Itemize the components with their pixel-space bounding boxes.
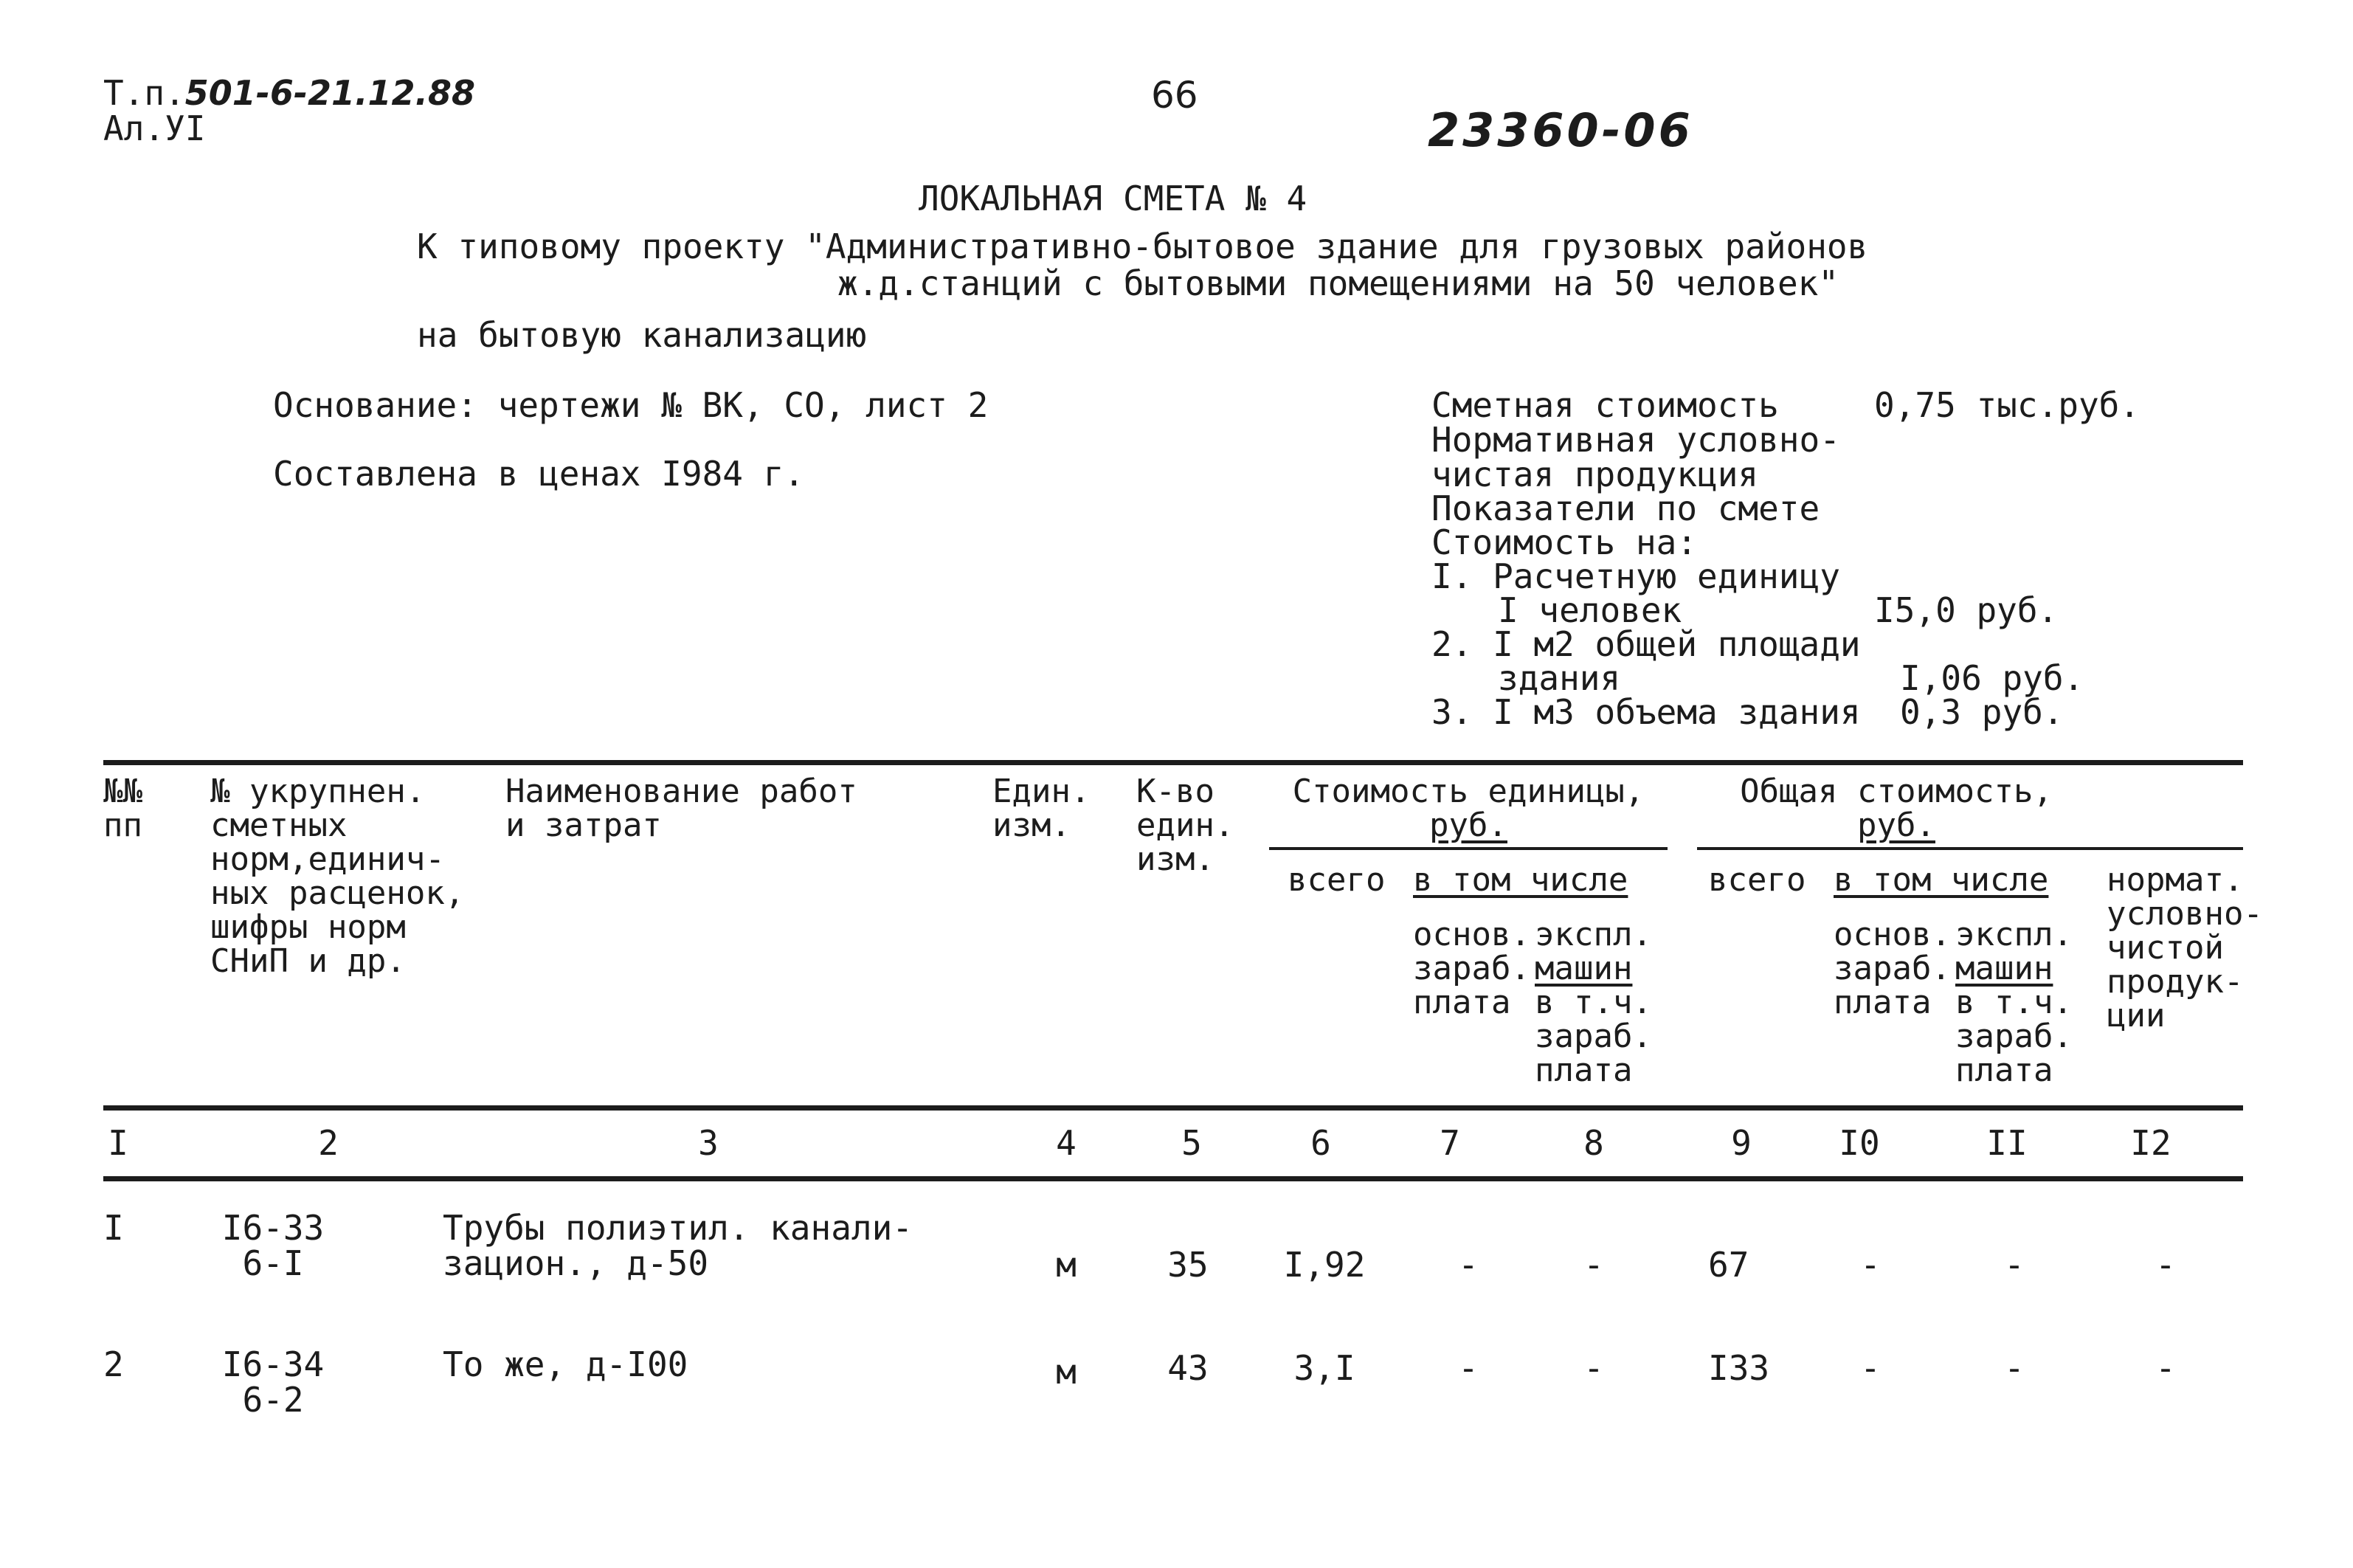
header-work-name: Наименование работ и затрат bbox=[505, 773, 857, 844]
indicator-3-value: 0,3 руб. bbox=[1900, 692, 2064, 732]
row-work-name: То же, д-I00 bbox=[443, 1344, 688, 1384]
column-numbers-rule bbox=[103, 1176, 2243, 1181]
col-number-12: I2 bbox=[2130, 1123, 2171, 1163]
project-prefix: Т.п. bbox=[103, 73, 185, 113]
header-unit-total: всего bbox=[1288, 861, 1386, 899]
indicator-1-value: I5,0 руб. bbox=[1874, 590, 2059, 630]
indicator-2-sublabel: здания bbox=[1498, 658, 1621, 698]
row-total-wages: - bbox=[1860, 1348, 1881, 1388]
row-quantity: 43 bbox=[1167, 1348, 1209, 1388]
indicator-1-label: I. Расчетную единицу bbox=[1431, 556, 1840, 596]
header-unit-wages: основ. зараб. плата bbox=[1413, 916, 1530, 1021]
header-total-cost: Общая стоимость, руб. bbox=[1740, 773, 2053, 844]
row-total-machines: - bbox=[2004, 1245, 2025, 1285]
basis-text: Основание: чертежи № ВК, СО, лист 2 bbox=[273, 385, 989, 425]
row-total: I33 bbox=[1708, 1348, 1770, 1388]
header-total-incl: в том числе bbox=[1834, 861, 2049, 899]
col-number-2: 2 bbox=[318, 1123, 339, 1163]
row-total-machines: - bbox=[2004, 1348, 2025, 1388]
col-number-9: 9 bbox=[1731, 1123, 1752, 1163]
header-total-total: всего bbox=[1708, 861, 1806, 899]
row-total-wages: - bbox=[1860, 1245, 1881, 1285]
row-norm-product: - bbox=[2155, 1245, 2176, 1285]
project-line-2: ж.д.станций с бытовыми помещениями на 50 человек" bbox=[837, 263, 1839, 303]
header-norm-product: нормат. условно- чистой продук- ции bbox=[2107, 861, 2263, 1035]
col-number-7: 7 bbox=[1440, 1123, 1460, 1163]
header-quantity: К-во един. изм. bbox=[1136, 773, 1234, 878]
project-number: 501-6-21.12.88 bbox=[184, 73, 475, 113]
row-norm-product: - bbox=[2155, 1348, 2176, 1388]
row-total: 67 bbox=[1708, 1245, 1749, 1285]
header-norms: № укрупнен. сметных норм,единич- ных расценок, шифры норм СНиП и др. bbox=[210, 773, 465, 980]
header-unit: Един. изм. bbox=[992, 773, 1091, 844]
indicator-2-value: I,06 руб. bbox=[1900, 658, 2084, 698]
row-unit-wages: - bbox=[1458, 1245, 1479, 1285]
header-unit-cost: Стоимость единицы, руб. bbox=[1292, 773, 1645, 844]
row-work-name: Трубы полиэтил. канали- зацион., д-50 bbox=[443, 1208, 913, 1283]
indicator-1-sublabel: I человек bbox=[1498, 590, 1682, 630]
row-unit-total: I,92 bbox=[1283, 1245, 1366, 1285]
norm-product-label-2: чистая продукция bbox=[1431, 455, 1759, 494]
row-unit: м bbox=[1056, 1245, 1077, 1285]
indicators-label: Показатели по смете bbox=[1431, 488, 1820, 528]
project-line-1: К типовому проекту "Административно-бытовое здание для грузовых районов bbox=[417, 227, 1868, 266]
table-top-rule bbox=[103, 760, 2243, 765]
indicator-3-label: 3. I м3 объема здания bbox=[1431, 692, 1861, 732]
header-num: №№ пп bbox=[103, 773, 142, 844]
row-unit-machines: - bbox=[1583, 1245, 1604, 1285]
col-number-6: 6 bbox=[1310, 1123, 1331, 1163]
row-norm-code: I6-33 6-I bbox=[221, 1208, 325, 1283]
col-number-5: 5 bbox=[1181, 1123, 1202, 1163]
total-cost-group-rule bbox=[1697, 847, 2243, 850]
header-total-wages: основ. зараб. плата bbox=[1834, 916, 1951, 1021]
header-bottom-rule bbox=[103, 1105, 2243, 1111]
indicator-2-label: 2. I м2 общей площади bbox=[1431, 624, 1861, 664]
row-num: I bbox=[103, 1208, 124, 1248]
header-unit-incl: в том числе bbox=[1413, 861, 1628, 899]
estimated-cost-value: 0,75 тыс.руб. bbox=[1874, 385, 2140, 425]
row-unit-wages: - bbox=[1458, 1348, 1479, 1388]
col-number-4: 4 bbox=[1056, 1123, 1077, 1163]
norm-product-label-1: Нормативная условно- bbox=[1431, 420, 1840, 460]
row-num: 2 bbox=[103, 1344, 124, 1384]
cost-per-label: Стоимость на: bbox=[1431, 522, 1698, 562]
col-number-11: II bbox=[1986, 1123, 2028, 1163]
col-number-1: I bbox=[108, 1123, 128, 1163]
col-number-3: 3 bbox=[698, 1123, 719, 1163]
album-label: Ал.УI bbox=[103, 108, 206, 148]
price-level-text: Составлена в ценах I984 г. bbox=[273, 454, 805, 494]
project-reference bbox=[103, 75, 475, 111]
header-unit-machines: экспл. машин в т.ч. зараб. плата bbox=[1535, 916, 1652, 1089]
header-total-machines: экспл. машин в т.ч. зараб. плата bbox=[1955, 916, 2073, 1089]
document-code: 23360-06 bbox=[1428, 103, 1693, 157]
row-unit: м bbox=[1056, 1352, 1077, 1392]
row-norm-code: I6-34 6-2 bbox=[221, 1344, 325, 1420]
col-number-10: I0 bbox=[1839, 1123, 1880, 1163]
row-quantity: 35 bbox=[1167, 1245, 1209, 1285]
estimate-subject: на бытовую канализацию bbox=[417, 315, 867, 355]
estimate-title: ЛОКАЛЬНАЯ СМЕТА № 4 bbox=[919, 179, 1307, 218]
row-unit-machines: - bbox=[1583, 1348, 1604, 1388]
col-number-8: 8 bbox=[1583, 1123, 1604, 1163]
page-number: 66 bbox=[1151, 74, 1198, 117]
estimated-cost-label: Сметная стоимость bbox=[1431, 385, 1779, 425]
unit-cost-group-rule bbox=[1269, 847, 1668, 850]
row-unit-total: 3,I bbox=[1293, 1348, 1355, 1388]
